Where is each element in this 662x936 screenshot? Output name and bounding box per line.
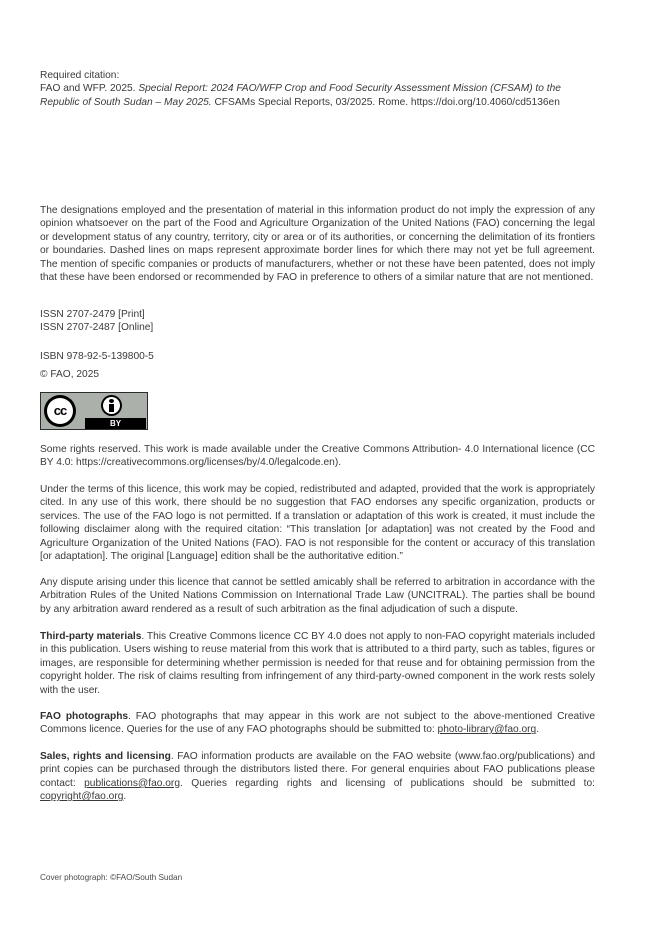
cover-photo-credit: Cover photograph: ©FAO/South Sudan [40, 873, 183, 882]
licence-terms: Under the terms of this licence, this work may be copied, redistributed and adapted, provided that the work is appropriately cited. In any use of this work, there should be no suggestion that FAO endorses any specific organization, products or services. The use of the FAO logo is not permitted. If a translation or adaptation of this work is created, it must include the following disclaimer along with the required citation: “This translation [or adaptation] was not created by the Food and Agriculture Organization of the United Nations (FAO). FAO is not responsible for the content or accuracy of this translation [or adaptation]. The original [Language] edition shall be the authoritative edition.” [40, 484, 595, 563]
citation-rest: CFSAMs Special Reports, 03/2025. Rome. https://doi.org/10.4060/cd5136en [211, 96, 560, 108]
sales-text-2: . Queries regarding rights and licensing of publications should be submitted to: [180, 777, 596, 789]
citation-title: Special Report: 2024 FAO/WFP Crop and Food Security Assessment Mission (CFSAM) to the Republic of South Sudan – May 2025. [40, 83, 561, 108]
rights-reserved: Some rights reserved. This work is made available under the Creative Commons Attribution- 4.0 International licence (CC BY 4.0: https://creativecommons.org/licenses/by/4.0/legalcode.en). [40, 444, 595, 469]
citation-label: Required citation: [40, 70, 120, 81]
photos-text: . FAO photographs that may appear in this work are not subject to the above-mentioned Creative Commons licence. Queries for the use of any FAO photographs should be submitted to: [40, 711, 596, 736]
by-label: BY [109, 419, 122, 428]
photos-heading: FAO photographs [40, 711, 129, 722]
publications-email-link[interactable]: publications@fao.org [84, 777, 180, 789]
third-party-text: . This Creative Commons licence CC BY 4.0 does not apply to non-FAO copyright materials included in this publication. Users wishing to reuse material from this work that is attributed to a third party, such as tables, figures or images, are responsible for determining whether permission is needed for that reuse and for obtaining permission from the copyright holder. The risk of claims resulting from infringement of any third-party-owned component in the work rests solely with the user. [40, 631, 595, 696]
citation-text [40, 82, 595, 109]
isbn: ISBN 978-92-5-139800-5 [40, 351, 154, 362]
third-party-materials [40, 630, 595, 697]
cc-by-license-badge [40, 392, 148, 430]
issn-print: ISSN 2707-2479 [Print] [40, 309, 145, 320]
cc-logo-icon: cc [44, 395, 76, 427]
dispute-resolution: Any dispute arising under this licence that cannot be settled amicably shall be referred to arbitration in accordance with the Arbitration Rules of the United Nations Commission on International Trade Law (UNCITRAL). The parties shall be bound by any arbitration award rendered as a result of such arbitration as the final adjudication of such a dispute. [40, 577, 595, 615]
sales-heading: Sales, rights and licensing [40, 751, 171, 762]
fao-photographs: FAO photographs. FAO photographs that may appear in this work are not subject to the above-mentioned Creative Commons licence. Queries for the use of any FAO photographs should be submitted to: photo-library@fao.org. [40, 711, 596, 736]
issn-online: ISSN 2707-2487 [Online] [40, 322, 154, 334]
issn-block [40, 308, 595, 335]
copyright-notice: © FAO, 2025 [40, 369, 100, 380]
third-party-heading: Third-party materials [40, 631, 142, 642]
sales-rights-licensing: Sales, rights and licensing. FAO information products are available on the FAO website (www.fao.org/publications) and print copies can be purchased through the distributors listed there. For general enquiries about FAO publications please contact: publications@fao.org. Queries regarding rights and licensing of publications should be submitted to: copyright@fao.org. [40, 751, 596, 803]
required-citation [40, 69, 595, 109]
attribution-person-icon [101, 395, 122, 416]
citation-authors: FAO and WFP. 2025. [40, 83, 139, 95]
sales-text-1: . FAO information products are available on the FAO website (www.fao.org/publications) and print copies can be purchased through the distributors listed there. For general enquiries about FAO publications please contact: [40, 751, 595, 789]
designations-disclaimer: The designations employed and the presentation of material in this information product do not imply the expression of any opinion whatsoever on the part of the Food and Agriculture Organization of the United Nations (FAO) concerning the legal or development status of any country, territory, city or area or of its authorities, or concerning the delimitation of its frontiers or boundaries. Dashed lines on maps represent approximate border lines for which there may not yet be full agreement. The mention of specific companies or products of manufacturers, whether or not these have been patented, does not imply that these have been endorsed or recommended by FAO in preference to others of a similar nature that are not mentioned. [40, 205, 595, 284]
copyright-email-link[interactable]: copyright@fao.org [40, 791, 124, 803]
photo-library-email-link[interactable]: photo-library@fao.org [437, 724, 537, 736]
